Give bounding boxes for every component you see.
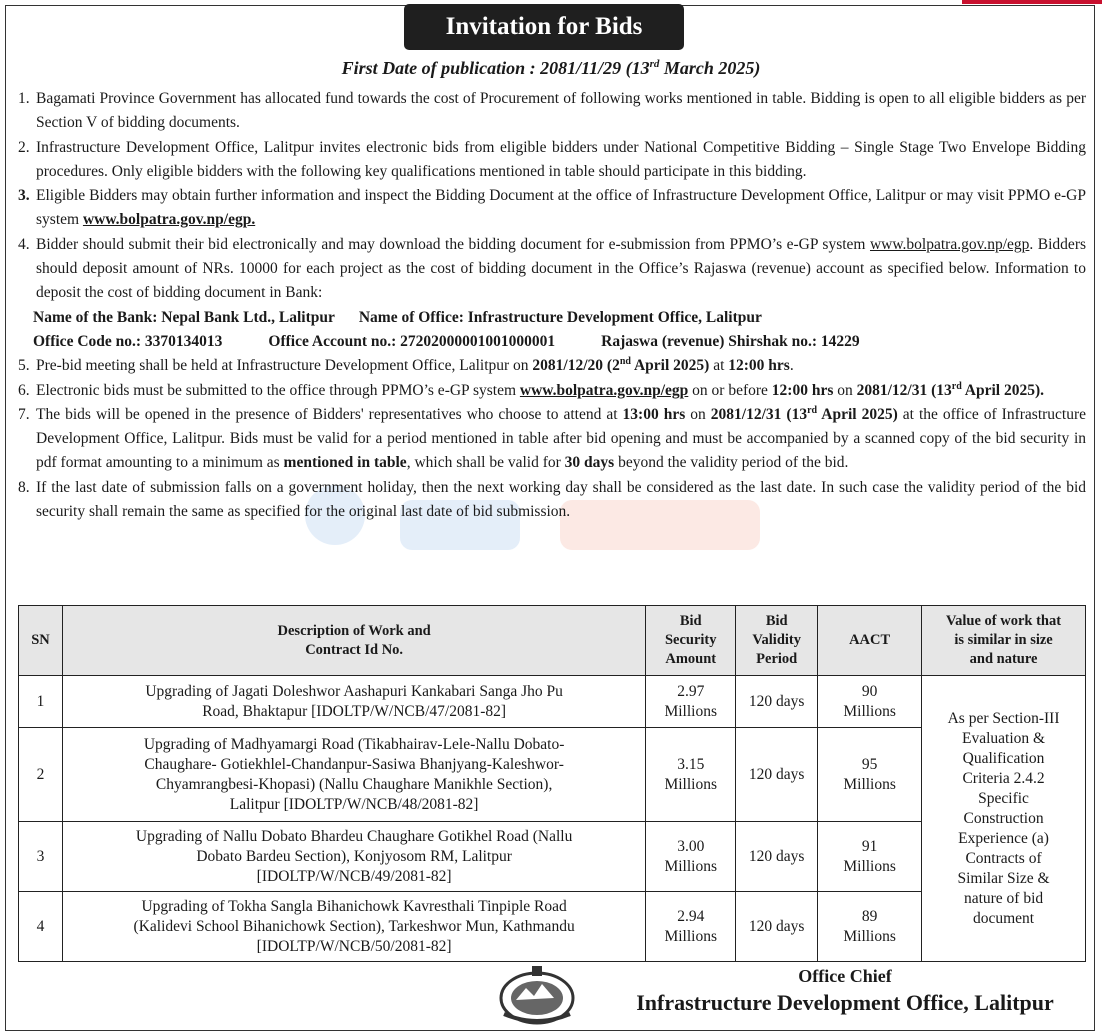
publication-date: First Date of publication : 2081/11/29 (13rd March 2025) [341,58,761,78]
signatory-office: Infrastructure Development Office, Lalitpur [636,990,1054,1015]
clause-8: 8. If the last date of submission falls on a government holiday, then the next working day shall be considered as the last date. In such case the validity period of the bid security shall remain the same as specified for the original last date of bid submission. [18,478,1086,521]
similar-work-note: As per Section-III Evaluation & Qualification Criteria 2.4.2 Specific Construction Experience (a) Contracts of Similar Size & nature of bid document [922,676,1086,962]
col-aact: AACT [818,606,922,676]
clause-6: 6. Electronic bids must be submitted to the office through PPMO’s e-GP system www.bolpatra.gov.np/egp on or before 12:00 hrs on 2081/12/31 (13rd April 2025). [18,380,1045,399]
bids-table [18,605,1086,962]
egp-link[interactable]: www.bolpatra.gov.np/egp [869,235,1030,253]
clause-4: 4. Bidder should submit their bid electronically and may download the bidding document for e-submission from PPMO’s e-GP system www.bolpatra.gov.np/egp. Bidders should deposit amount of NRs. 10000 for each project as the cost of bidding document in the Office’s Rajaswa (revenue) account as specified below. Information to deposit the cost of bidding document in Bank: [18,235,1087,302]
clause-7: 7. The bids will be opened in the presence of Bidders' representatives who choose to attend at 13:00 hrs on 2081/12/31 (13rd April 2025) at the office of Infrastructure Development Office, Lalitpur. Bids must be valid for a period mentioned in table after bid opening and must be accompanied by a scanned copy of the bid security in pdf format amounting to a minimum as mentioned in table, which shall be valid for 30 days beyond the validity period of the bid. [18,404,1087,472]
table-row: 2 Upgrading of Madhyamargi Road (Tikabhairav-Lele-Nallu Dobato- Chaughare- Gotiekhlel-Chandanpur-Sasiwa Bhanjyang-Kaleshwor- Chyamrangbesi-Khopasi) (Nallu Chaughare Manikhle Section), Lalitpur [IDOLTP/W/NCB/48/2081-82] 3.15 Millions 120 days 95 Millions [19,728,1086,822]
col-description: Description of Work and Contract Id No. [62,606,645,676]
bank-details-line-2: Office Code no.: 3370134013 Office Account no.: 27202000001001000001 Rajaswa (revenue) Shirshak no.: 14229 [33,332,860,350]
col-bid-validity: Bid Validity Period [736,606,818,676]
work-description: Upgrading of Tokha Sangla Bihanichowk Kavresthali Tinpiple Road (Kalidevi School Bihanichowk Section), Tarkeshwor Mun, Kathmandu [IDOLTP/W/NCB/50/2081-82] [62,892,645,962]
clauses [18,87,1086,524]
table-header-row [19,606,1086,676]
signature-block [600,966,1090,1016]
clause-5: 5. Pre-bid meeting shall be held at Infrastructure Development Office, Lalitpur on 2081/12/20 (2nd April 2025) at 12:00 hrs. [18,356,794,375]
table-row: 3 Upgrading of Nallu Dobato Bhardeu Chaughare Gotikhel Road (Nallu Dobato Bardeu Section), Konjyosom RM, Lalitpur [IDOLTP/W/NCB/49/2081-82] 3.00 Millions 120 days 91 Millions [19,822,1086,892]
clause-2: 2. Infrastructure Development Office, Lalitpur invites electronic bids from eligible bidders under National Competitive Bidding – Single Stage Two Envelope Bidding procedures. Only eligible bidders with the following key qualifications mentioned in table should participate in this bidding. [18,138,1086,180]
clause-1: 1. Bagamati Province Government has allocated fund towards the cost of Procurement of following works mentioned in table. Bidding is open to all eligible bidders as per Section V of bidding documents. [18,90,1086,132]
government-emblem-icon [496,964,578,1026]
page-title: Invitation for Bids [404,4,684,50]
corner-accent [962,0,1102,4]
col-similar-work-value: Value of work that is similar in size and nature [922,606,1086,676]
col-sn: SN [19,606,63,676]
work-description: Upgrading of Madhyamargi Road (Tikabhairav-Lele-Nallu Dobato- Chaughare- Gotiekhlel-Chandanpur-Sasiwa Bhanjyang-Kaleshwor- Chyamrangbesi-Khopasi) (Nallu Chaughare Manikhle Section), Lalitpur [IDOLTP/W/NCB/48/2081-82] [62,728,645,822]
egp-link[interactable]: www.bolpatra.gov.np/egp [519,381,689,399]
egp-link[interactable]: www.bolpatra.gov.np/egp. [82,211,256,229]
bank-details-line-1: Name of the Bank: Nepal Bank Ltd., Lalitpur Name of Office: Infrastructure Development Office, Lalitpur [33,308,762,326]
work-description: Upgrading of Nallu Dobato Bhardeu Chaughare Gotikhel Road (Nallu Dobato Bardeu Section), Konjyosom RM, Lalitpur [IDOLTP/W/NCB/49/2081-82] [62,822,645,892]
signatory-role: Office Chief [798,966,892,986]
table-row: 4 Upgrading of Tokha Sangla Bihanichowk Kavresthali Tinpiple Road (Kalidevi School Bihanichowk Section), Tarkeshwor Mun, Kathmandu [IDOLTP/W/NCB/50/2081-82] 2.94 Millions 120 days 89 Millions [19,892,1086,962]
work-description: Upgrading of Jagati Doleshwor Aashapuri Kankabari Sanga Jho Pu Road, Bhaktapur [IDOLTP/W/NCB/47/2081-82] [62,676,645,728]
clause-3: 3. Eligible Bidders may obtain further information and inspect the Bidding Document at the office of Infrastructure Development Office, Lalitpur or may visit PPMO e-GP system www.bolpatra.gov.np/egp. [18,187,1086,229]
table-row: 1 Upgrading of Jagati Doleshwor Aashapuri Kankabari Sanga Jho Pu Road, Bhaktapur [IDOLTP/W/NCB/47/2081-82] 2.97 Millions 120 days 90 Millions As per Section-III Evaluation & Qualification Criteria 2.4.2 Specific Construction Experience (a) Contracts of Similar Size & nature of bid document [19,676,1086,728]
col-bid-security: Bid Security Amount [646,606,736,676]
